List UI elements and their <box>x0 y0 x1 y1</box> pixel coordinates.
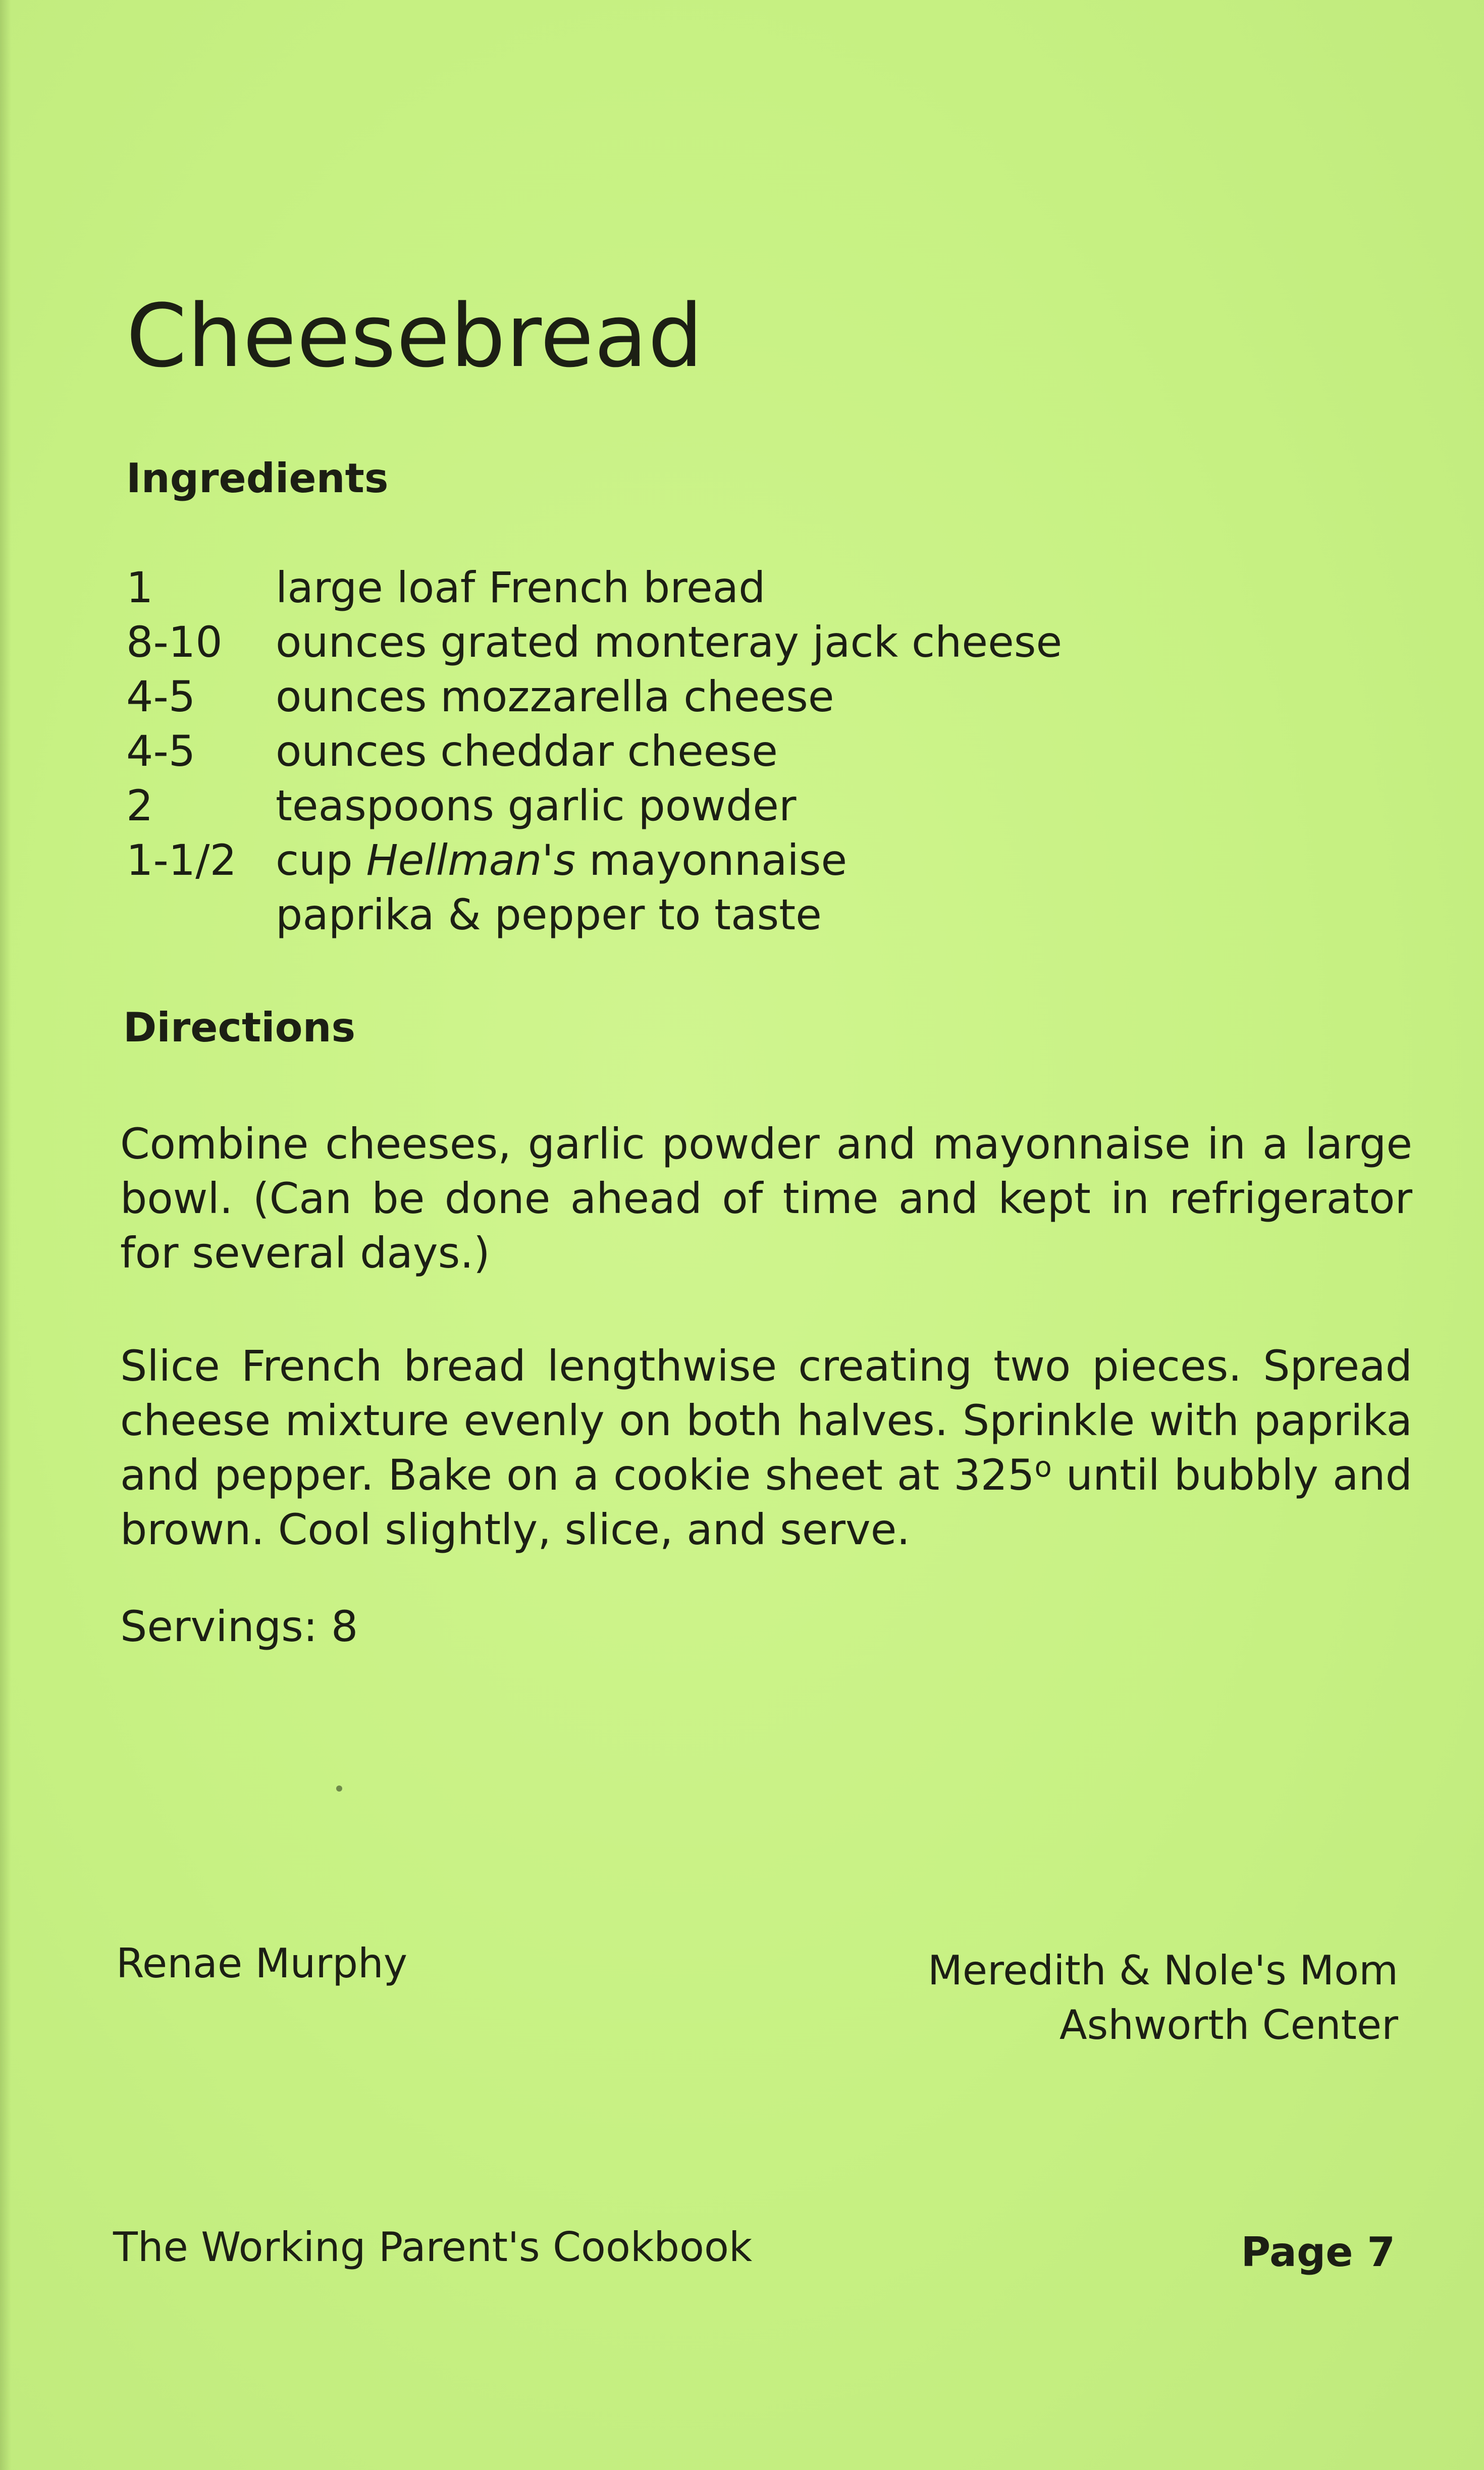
ingredient-row <box>126 728 1062 782</box>
ingredient-name: large loaf French bread <box>276 563 766 612</box>
ingredient-quantity: 1-1/2 <box>126 835 237 885</box>
ingredient-name: teaspoons garlic powder <box>276 781 797 830</box>
ingredient-name-prefix: cup <box>276 835 366 885</box>
ingredient-name: ounces mozzarella cheese <box>276 672 834 721</box>
ingredient-row <box>126 619 1062 673</box>
footer-book-title: The Working Parent's Cookbook <box>113 2224 753 2271</box>
degree-symbol: o <box>1034 1451 1052 1484</box>
page-edge-shadow <box>0 0 11 2470</box>
ingredient-quantity: 1 <box>126 563 153 612</box>
ingredient-row <box>126 782 1062 837</box>
ingredient-quantity: 8-10 <box>126 617 223 667</box>
directions-paragraph-1: Combine cheeses, garlic powder and mayonnaise in a large bowl. (Can be done ahead of time and kept in refrigerator for several days.) <box>120 1119 1412 1278</box>
ingredient-row <box>126 891 1062 946</box>
contributor-name: Renae Murphy <box>116 1940 408 1987</box>
footer-page-number: Page 7 <box>1241 2229 1395 2276</box>
directions-paragraph-2 <box>120 1339 1412 1557</box>
ingredient-quantity: 2 <box>126 781 153 830</box>
directions-heading: Directions <box>123 1004 356 1051</box>
ingredient-row <box>126 837 1062 891</box>
paper-speck <box>336 1785 342 1792</box>
contributor-affiliation <box>928 1943 1398 2053</box>
ingredient-brand: Hellman's <box>366 835 576 885</box>
affiliation-line-2: Ashworth Center <box>1059 2002 1398 2048</box>
ingredient-name: paprika & pepper to taste <box>276 890 822 939</box>
affiliation-line-1: Meredith & Nole's Mom <box>927 1947 1398 1994</box>
ingredient-row <box>126 673 1062 728</box>
ingredient-name: ounces grated monteray jack cheese <box>276 617 1063 667</box>
servings: Servings: 8 <box>120 1602 358 1651</box>
directions-text-after-degree: until bubbly and brown. Cool slightly, slice, and serve. <box>120 1450 1412 1554</box>
ingredients-heading: Ingredients <box>126 455 389 502</box>
ingredients-list <box>126 564 1062 946</box>
ingredient-row <box>126 564 1062 619</box>
ingredient-name <box>276 837 847 883</box>
ingredient-quantity: 4-5 <box>126 726 196 776</box>
ingredient-name-suffix: mayonnaise <box>575 835 847 885</box>
ingredient-name: ounces cheddar cheese <box>276 726 778 776</box>
directions-text-before-degree: Slice French bread lengthwise creating two pieces. Spread cheese mixture evenly on both halves. Sprinkle with paprika and pepper. Bake on a cookie sheet at 325 <box>120 1341 1412 1500</box>
recipe-title: Cheesebread <box>126 285 704 387</box>
ingredient-quantity: 4-5 <box>126 672 196 721</box>
